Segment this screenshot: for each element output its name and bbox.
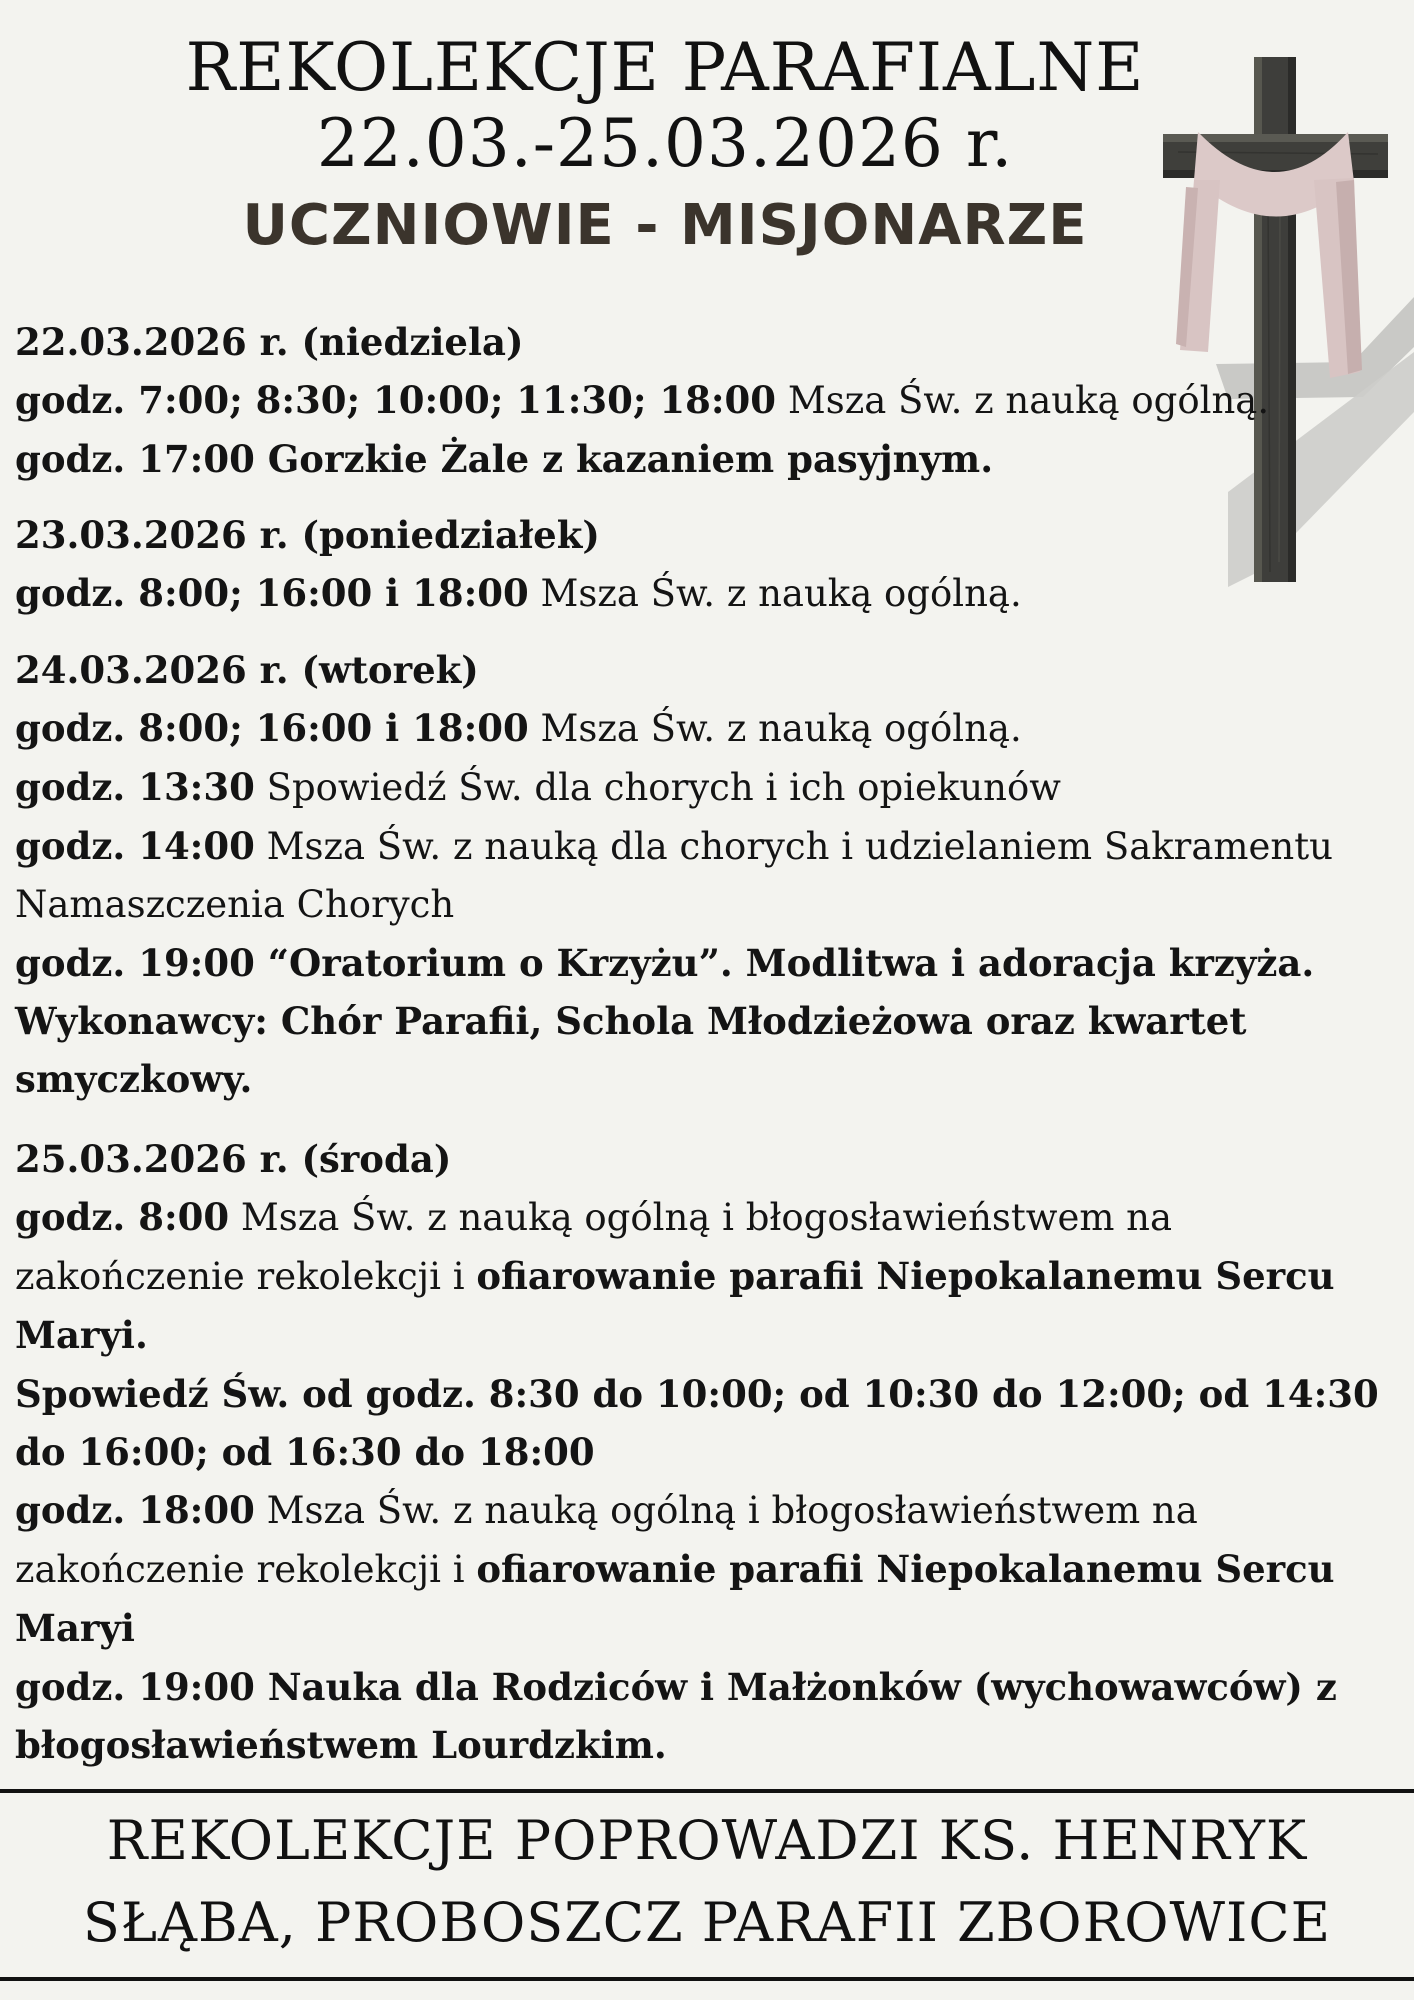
- event-text-bold: ofiarowanie parafii Niepokalanemu Sercu Maryi: [15, 1547, 1335, 1650]
- event-text: Msza Św. z nauką ogólną.: [528, 572, 1022, 615]
- subtitle: UCZNIOWIE - MISJONARZE: [242, 193, 1088, 258]
- day-section-2: [15, 506, 1390, 623]
- schedule-line: [15, 699, 1390, 758]
- schedule-line: [15, 1481, 1390, 1658]
- time-text: godz. 8:00; 16:00 i 18:00: [15, 571, 529, 615]
- day-section-4: [15, 1130, 1390, 1774]
- time-text: godz. 18:00: [15, 1488, 255, 1532]
- schedule-line: godz. 19:00 Nauka dla Rodziców i Małżonków (wychowawców) z błogosławieństwem Lourdzkim.: [15, 1665, 1337, 1767]
- day-date: 23.03.2026 r. (poniedziałek): [15, 513, 600, 557]
- schedule-line: [15, 758, 1390, 817]
- top-divider: [0, 1789, 1414, 1793]
- title-dates: 22.03.-25.03.2026 r.: [316, 105, 1014, 182]
- footer-line-2: SŁĄBA, PROBOSZCZ PARAFII ZBOROWICE: [82, 1891, 1332, 1954]
- schedule-line: [15, 564, 1390, 623]
- time-text: godz. 7:00; 8:30; 10:00; 11:30; 18:00: [15, 378, 777, 422]
- event-text-bold: ofiarowanie parafii Niepokalanemu Sercu Maryi.: [15, 1254, 1335, 1357]
- poster-header: [0, 30, 1330, 258]
- event-text: Msza Św. z nauką dla chorych i udzielaniem Sakramentu Namaszczenia Chorych: [15, 825, 1333, 926]
- time-text: godz. 8:00; 16:00 i 18:00: [15, 706, 529, 750]
- schedule-line: [15, 817, 1390, 934]
- event-text: Spowiedź Św. dla chorych i ich opiekunów: [254, 766, 1061, 809]
- event-text: Msza Św. z nauką ogólną.: [528, 707, 1022, 750]
- schedule-line: [15, 371, 1390, 430]
- footer-note: [0, 1800, 1414, 1964]
- event-text: Msza Św. z nauką ogólną i błogosławieństwem na zakończenie rekolekcji i: [15, 1196, 1173, 1298]
- day-date: 24.03.2026 r. (wtorek): [15, 648, 479, 692]
- schedule-line: godz. 17:00 Gorzkie Żale z kazaniem pasyjnym.: [15, 437, 994, 481]
- schedule-line: [15, 1188, 1390, 1365]
- title-line-1: REKOLEKCJE PARAFIALNE: [185, 29, 1145, 106]
- time-text: godz. 8:00: [15, 1195, 230, 1239]
- time-text: godz. 14:00: [15, 824, 255, 868]
- day-section-3: [15, 641, 1390, 1108]
- schedule-line: Spowiedź Św. od godz. 8:30 do 10:00; od 10:30 do 12:00; od 14:30 do 16:00; od 16:30 do 18:00: [15, 1372, 1379, 1474]
- event-text: Msza Św. z nauką ogólną.: [776, 379, 1270, 422]
- schedule-line: godz. 19:00 “Oratorium o Krzyżu”. Modlitwa i adoracja krzyża. Wykonawcy: Chór Parafii, Schola Młodzieżowa oraz kwartet smyczkowy.: [15, 941, 1315, 1101]
- event-text: Msza Św. z nauką ogólną i błogosławieństwem na zakończenie rekolekcji i: [15, 1489, 1198, 1591]
- day-date: 22.03.2026 r. (niedziela): [15, 320, 524, 364]
- footer-line-1: REKOLEKCJE POPROWADZI KS. HENRYK: [106, 1809, 1308, 1872]
- bottom-divider: [0, 1977, 1414, 1981]
- time-text: godz. 13:30: [15, 765, 255, 809]
- day-date: 25.03.2026 r. (środa): [15, 1137, 452, 1181]
- schedule: [15, 313, 1390, 1792]
- day-section-1: [15, 313, 1390, 488]
